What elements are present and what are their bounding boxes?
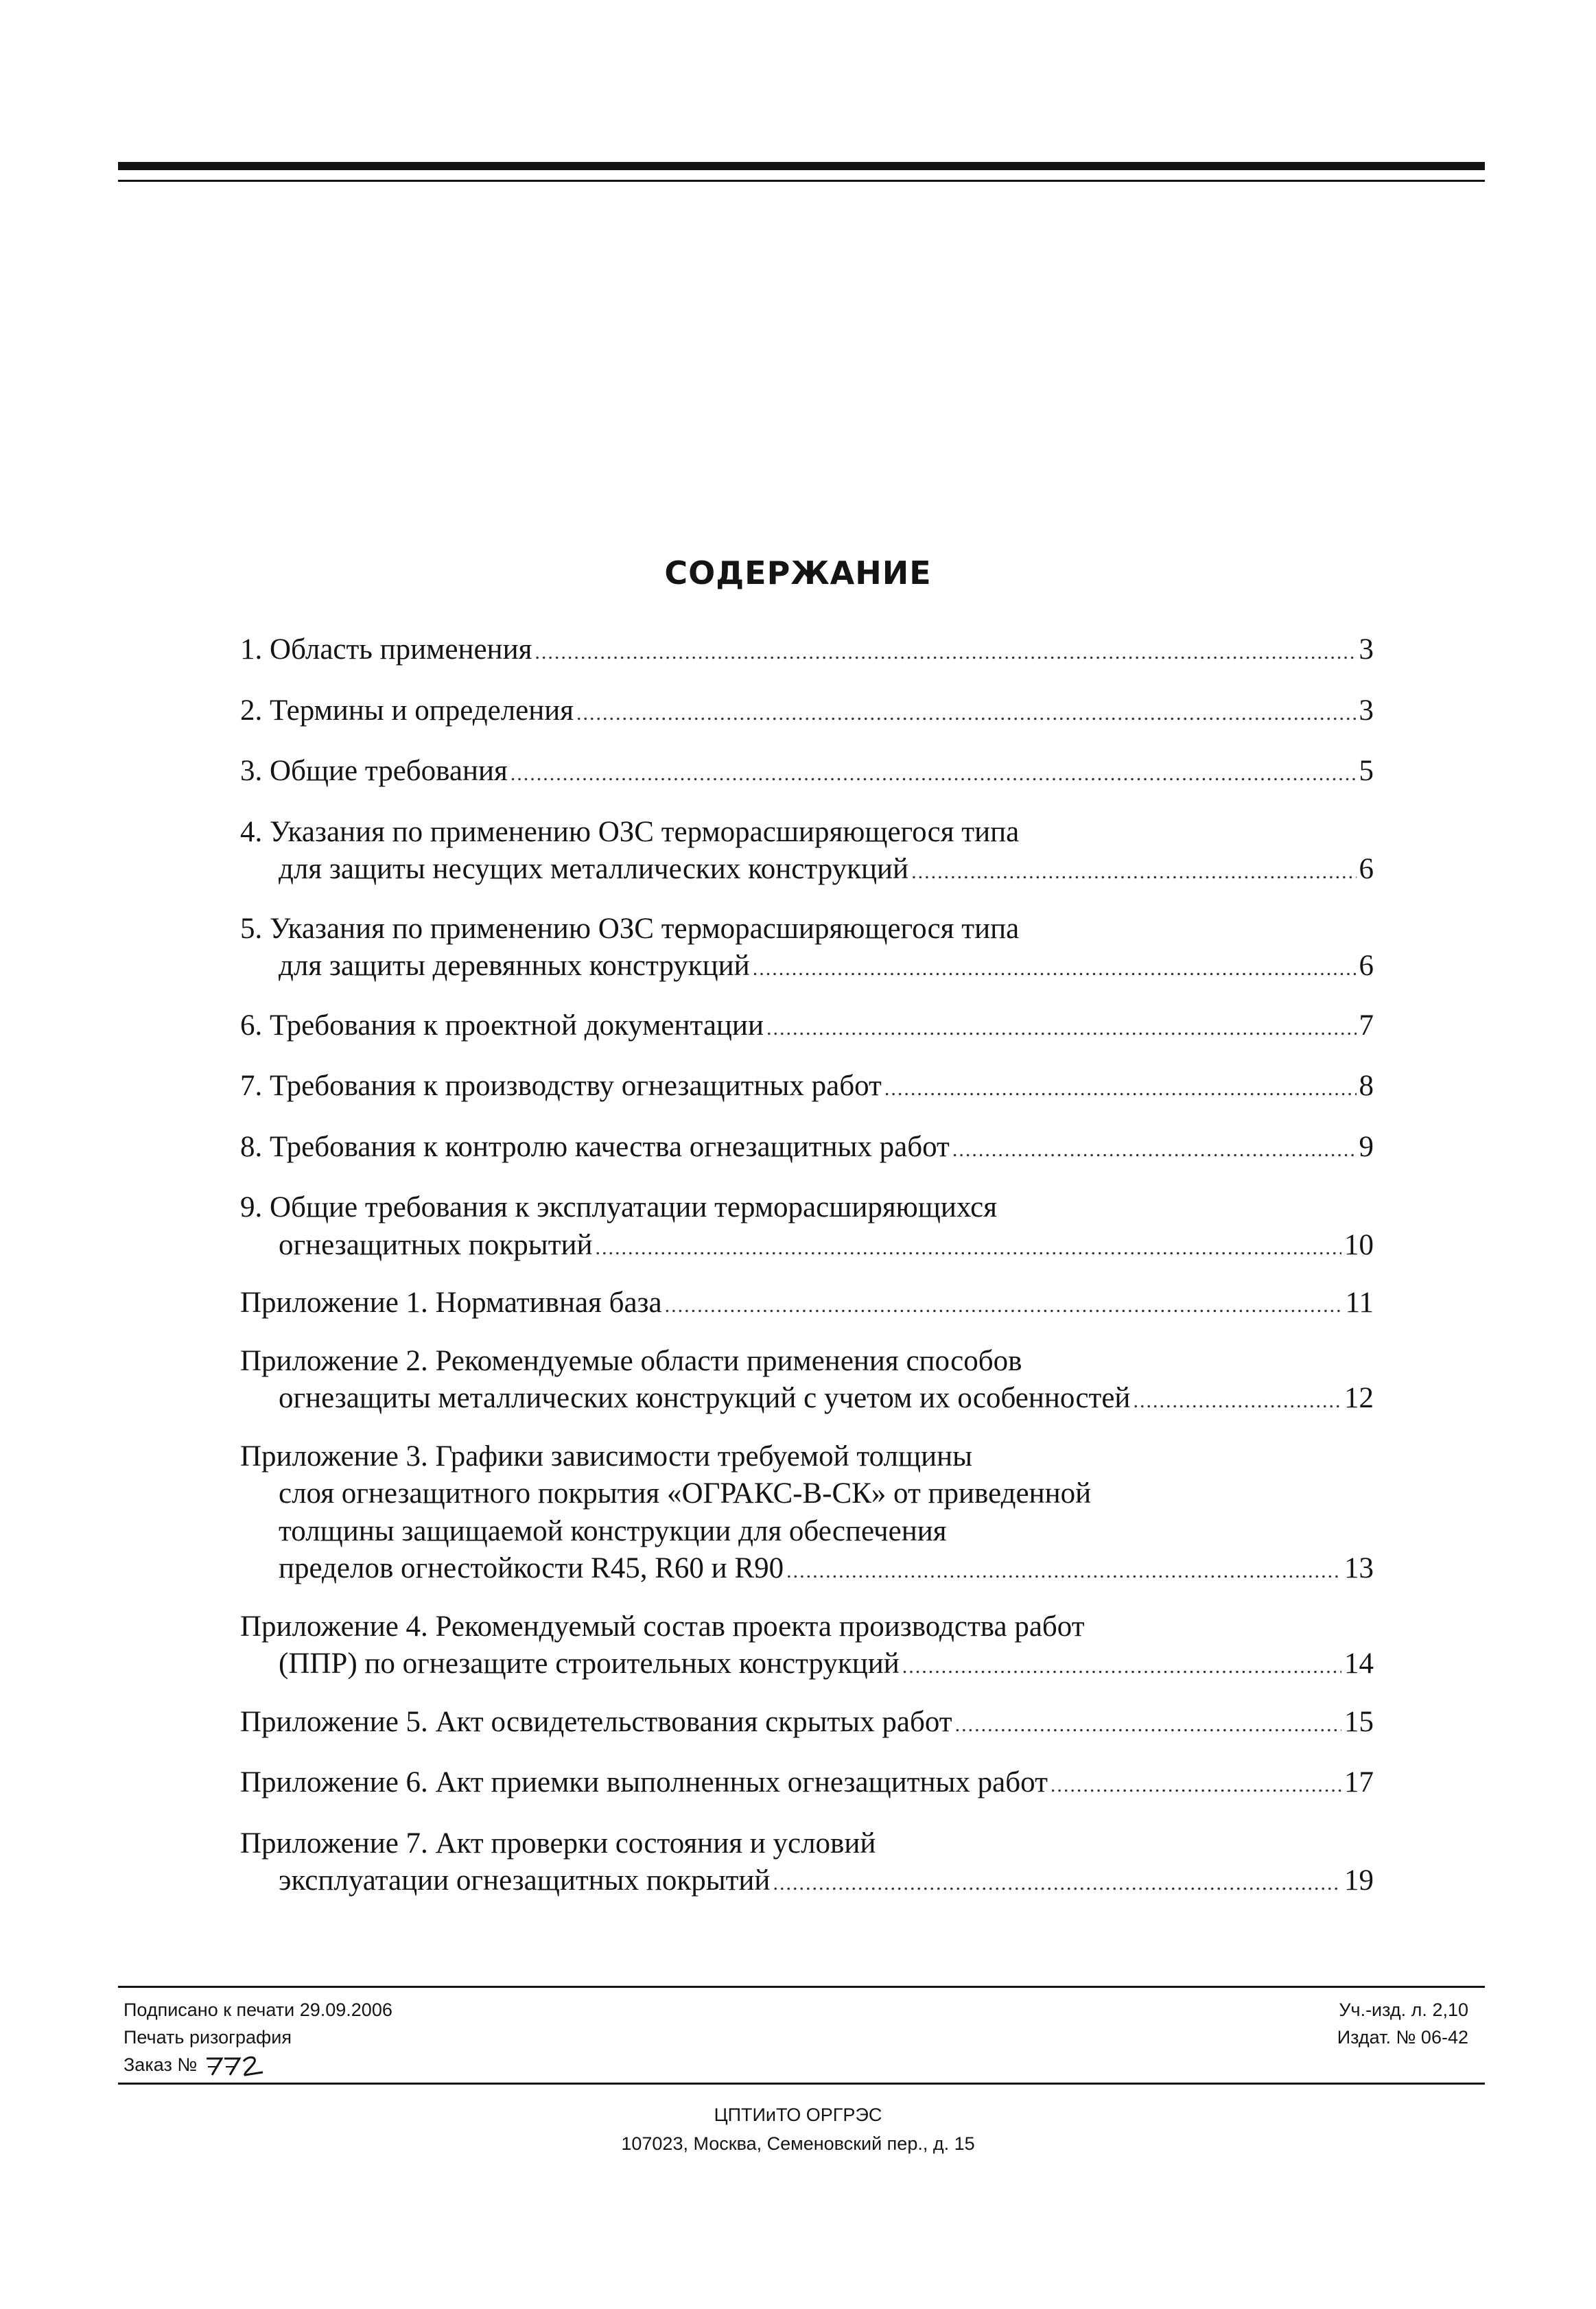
imprint-order-label: Заказ №: [124, 2054, 198, 2075]
toc-entry-text: эксплуатации огнезащитных покрытий: [279, 1864, 771, 1897]
toc-page-number: 17: [1344, 1766, 1374, 1798]
toc-leader-dots: [1051, 1767, 1341, 1805]
toc-leader-dots: [773, 1865, 1341, 1903]
top-rule-thick: [118, 162, 1485, 170]
toc-entry: [240, 1764, 1374, 1805]
toc-entry-text: 4. Указания по применению ОЗС терморасширяющегося типа: [240, 815, 1020, 848]
toc-entry: [240, 1343, 1374, 1420]
toc-entry-text: пределов огнестойкости R45, R60 и R90: [279, 1552, 784, 1584]
toc-leader-dots: [902, 1648, 1341, 1686]
toc-entry-text: Приложение 6. Акт приемки выполненных огнезащитных работ: [240, 1766, 1048, 1798]
imprint-left: [124, 1996, 392, 2078]
imprint-order: [124, 2051, 392, 2078]
toc-page-number: 19: [1344, 1864, 1374, 1897]
toc-entry: [240, 631, 1374, 672]
toc-leader-dots: [766, 1010, 1357, 1048]
imprint-signed: Подписано к печати 29.09.2006: [124, 2000, 392, 2020]
toc-leader-dots: [596, 1230, 1341, 1267]
toc-entry-text: 8. Требования к контролю качества огнезащитных работ: [240, 1130, 950, 1163]
toc-entry-text: Приложение 4. Рекомендуемый состав проекта производства работ: [240, 1610, 1085, 1643]
toc-entry: [240, 911, 1374, 988]
page-title: СОДЕРЖАНИЕ: [664, 554, 932, 591]
toc-entry-text: толщины защищаемой конструкции для обеспечения: [279, 1514, 947, 1547]
publisher-address: 107023, Москва, Семеновский пер., д. 15: [621, 2133, 975, 2154]
toc-entry-text: слоя огнезащитного покрытия «ОГРАКС-В-СК» от приведенной: [279, 1477, 1092, 1510]
imprint-uch: Уч.-изд. л. 2,10: [1339, 2000, 1468, 2020]
toc-page-number: 3: [1359, 633, 1374, 666]
toc-entry-text: 3. Общие требования: [240, 755, 508, 787]
toc-entry-text: 5. Указания по применению ОЗС терморасширяющегося типа: [240, 912, 1020, 945]
publisher-name: ЦПТИиТО ОРГРЭС: [714, 2105, 882, 2125]
toc-entry: [240, 1068, 1374, 1108]
toc-entry-text: Приложение 3. Графики зависимости требуемой толщины: [240, 1440, 972, 1473]
toc-page-number: 13: [1344, 1552, 1374, 1584]
publisher-block: [0, 2100, 1596, 2158]
toc-leader-dots: [576, 695, 1356, 733]
toc-entry-text: огнезащиты металлических конструкций с учетом их особенностей: [279, 1382, 1131, 1414]
toc-page-number: 6: [1359, 950, 1374, 982]
toc-page-number: 10: [1344, 1228, 1374, 1261]
toc-page-number: 9: [1359, 1130, 1374, 1163]
toc-leader-dots: [884, 1070, 1357, 1108]
top-rule-thin: [118, 180, 1485, 182]
toc-entry: [240, 1189, 1374, 1267]
toc-entry-text: 6. Требования к проектной документации: [240, 1009, 764, 1042]
toc-page-number: 8: [1359, 1070, 1374, 1102]
toc-leader-dots: [911, 854, 1356, 891]
imprint-right: [1235, 1996, 1468, 2051]
toc-entry-text: Приложение 2. Рекомендуемые области применения способов: [240, 1344, 1022, 1377]
toc-entry: [240, 1129, 1374, 1169]
toc-entry-text: для защиты несущих металлических конструкций: [279, 853, 909, 885]
toc-entry: [240, 753, 1374, 793]
toc-entry: [240, 1704, 1374, 1744]
toc-leader-dots: [535, 634, 1356, 672]
toc-page-number: 5: [1359, 755, 1374, 787]
toc-page-number: 3: [1359, 694, 1374, 727]
toc-entry: [240, 1007, 1374, 1048]
toc-entry: [240, 692, 1374, 733]
imprint-rule-top: [118, 1986, 1485, 1988]
toc-page-number: 14: [1344, 1648, 1374, 1680]
toc-page-number: 12: [1344, 1382, 1374, 1414]
toc-entry: [240, 814, 1374, 891]
toc-entry-text: огнезащитных покрытий: [279, 1228, 593, 1261]
toc-page-number: 6: [1359, 853, 1374, 885]
toc-entry: [240, 1438, 1374, 1591]
toc-entry-text: 9. Общие требования к эксплуатации терморасширяющихся: [240, 1191, 997, 1223]
toc-leader-dots: [786, 1553, 1341, 1591]
toc-entry: [240, 1608, 1374, 1686]
imprint-izdat: Издат. № 06-42: [1337, 2027, 1468, 2048]
toc-entry-text: 7. Требования к производству огнезащитных работ: [240, 1070, 882, 1102]
toc-leader-dots: [955, 1707, 1341, 1744]
toc-page-number: 7: [1359, 1009, 1374, 1042]
toc-entry-text: Приложение 5. Акт освидетельствования скрытых работ: [240, 1705, 952, 1738]
toc-leader-dots: [952, 1132, 1357, 1169]
toc-leader-dots: [511, 755, 1357, 793]
toc-entry-text: 2. Термины и определения: [240, 694, 574, 727]
toc-entry-text: для защиты деревянных конструкций: [279, 950, 750, 982]
toc-entry: [240, 1285, 1374, 1325]
handwritten-order-number: [204, 2052, 266, 2078]
imprint-rule-bottom: [118, 2083, 1485, 2085]
table-of-contents: [240, 631, 1374, 1903]
toc-entry-text: 1. Область применения: [240, 633, 532, 666]
toc-leader-dots: [753, 950, 1357, 988]
toc-entry-text: Приложение 7. Акт проверки состояния и условий: [240, 1827, 876, 1860]
imprint-print: Печать ризография: [124, 2027, 292, 2048]
toc-page-number: 15: [1344, 1705, 1374, 1738]
toc-page-number: 11: [1345, 1287, 1374, 1319]
toc-leader-dots: [665, 1287, 1343, 1325]
toc-leader-dots: [1133, 1383, 1341, 1420]
toc-entry-text: (ППР) по огнезащите строительных конструкций: [279, 1648, 900, 1680]
toc-entry: [240, 1825, 1374, 1903]
toc-entry-text: Приложение 1. Нормативная база: [240, 1287, 662, 1319]
